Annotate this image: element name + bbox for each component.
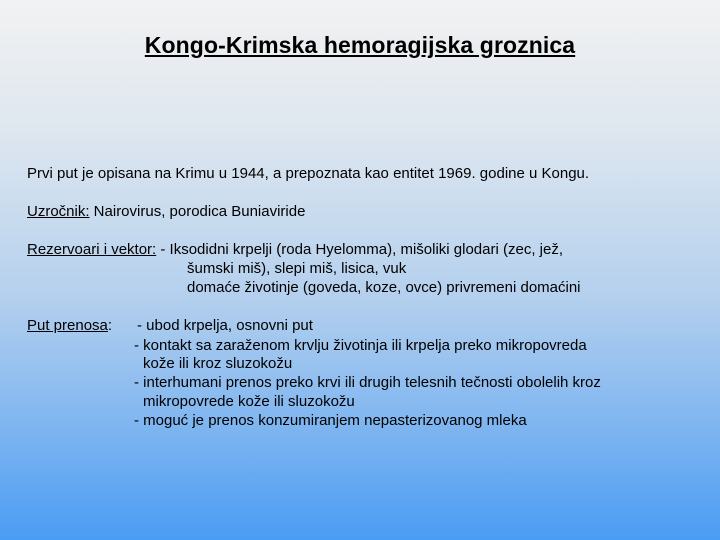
put-prenosa-line-5: mikropovrede kože ili sluzokožu — [143, 393, 355, 410]
slide-title: Kongo-Krimska hemoragijska groznica — [144, 32, 576, 58]
uzrocnik-label: Uzročnik: — [27, 203, 90, 220]
put-prenosa-colon: : — [107, 317, 113, 334]
rezervoari-label: Rezervoari i vektor: — [27, 241, 157, 258]
put-prenosa-line-3: kože ili kroz sluzokožu — [143, 355, 293, 372]
rezervoari-row — [27, 240, 563, 259]
put-prenosa-label: Put prenosa — [27, 317, 108, 334]
uzrocnik-value: Nairovirus, porodica Buniaviride — [89, 203, 306, 220]
put-prenosa-line-1: - ubod krpelja, osnovni put — [137, 317, 313, 334]
put-prenosa-line-4: - interhumani prenos preko krvi ili drugih telesnih tečnosti obolelih kroz — [134, 374, 601, 391]
put-prenosa-line-6: - moguć je prenos konzumiranjem nepasterizovanog mleka — [134, 412, 527, 429]
intro-text: Prvi put je opisana na Krimu u 1944, a prepoznata kao entitet 1969. godine u Kongu. — [27, 165, 590, 182]
rezervoari-line-1: - Iksodidni krpelji (roda Hyelomma), mišoliki glodari (zec, jež, — [156, 241, 564, 258]
rezervoari-line-3: domaće životinje (goveda, koze, ovce) privremeni domaćini — [187, 279, 581, 296]
put-prenosa-line-2: - kontakt sa zaraženom krvlju životinja ili krpelja preko mikropovreda — [134, 337, 587, 354]
put-prenosa-row — [27, 316, 112, 335]
rezervoari-line-2: šumski miš), slepi miš, lisica, vuk — [187, 260, 407, 277]
uzrocnik-row — [27, 202, 305, 221]
